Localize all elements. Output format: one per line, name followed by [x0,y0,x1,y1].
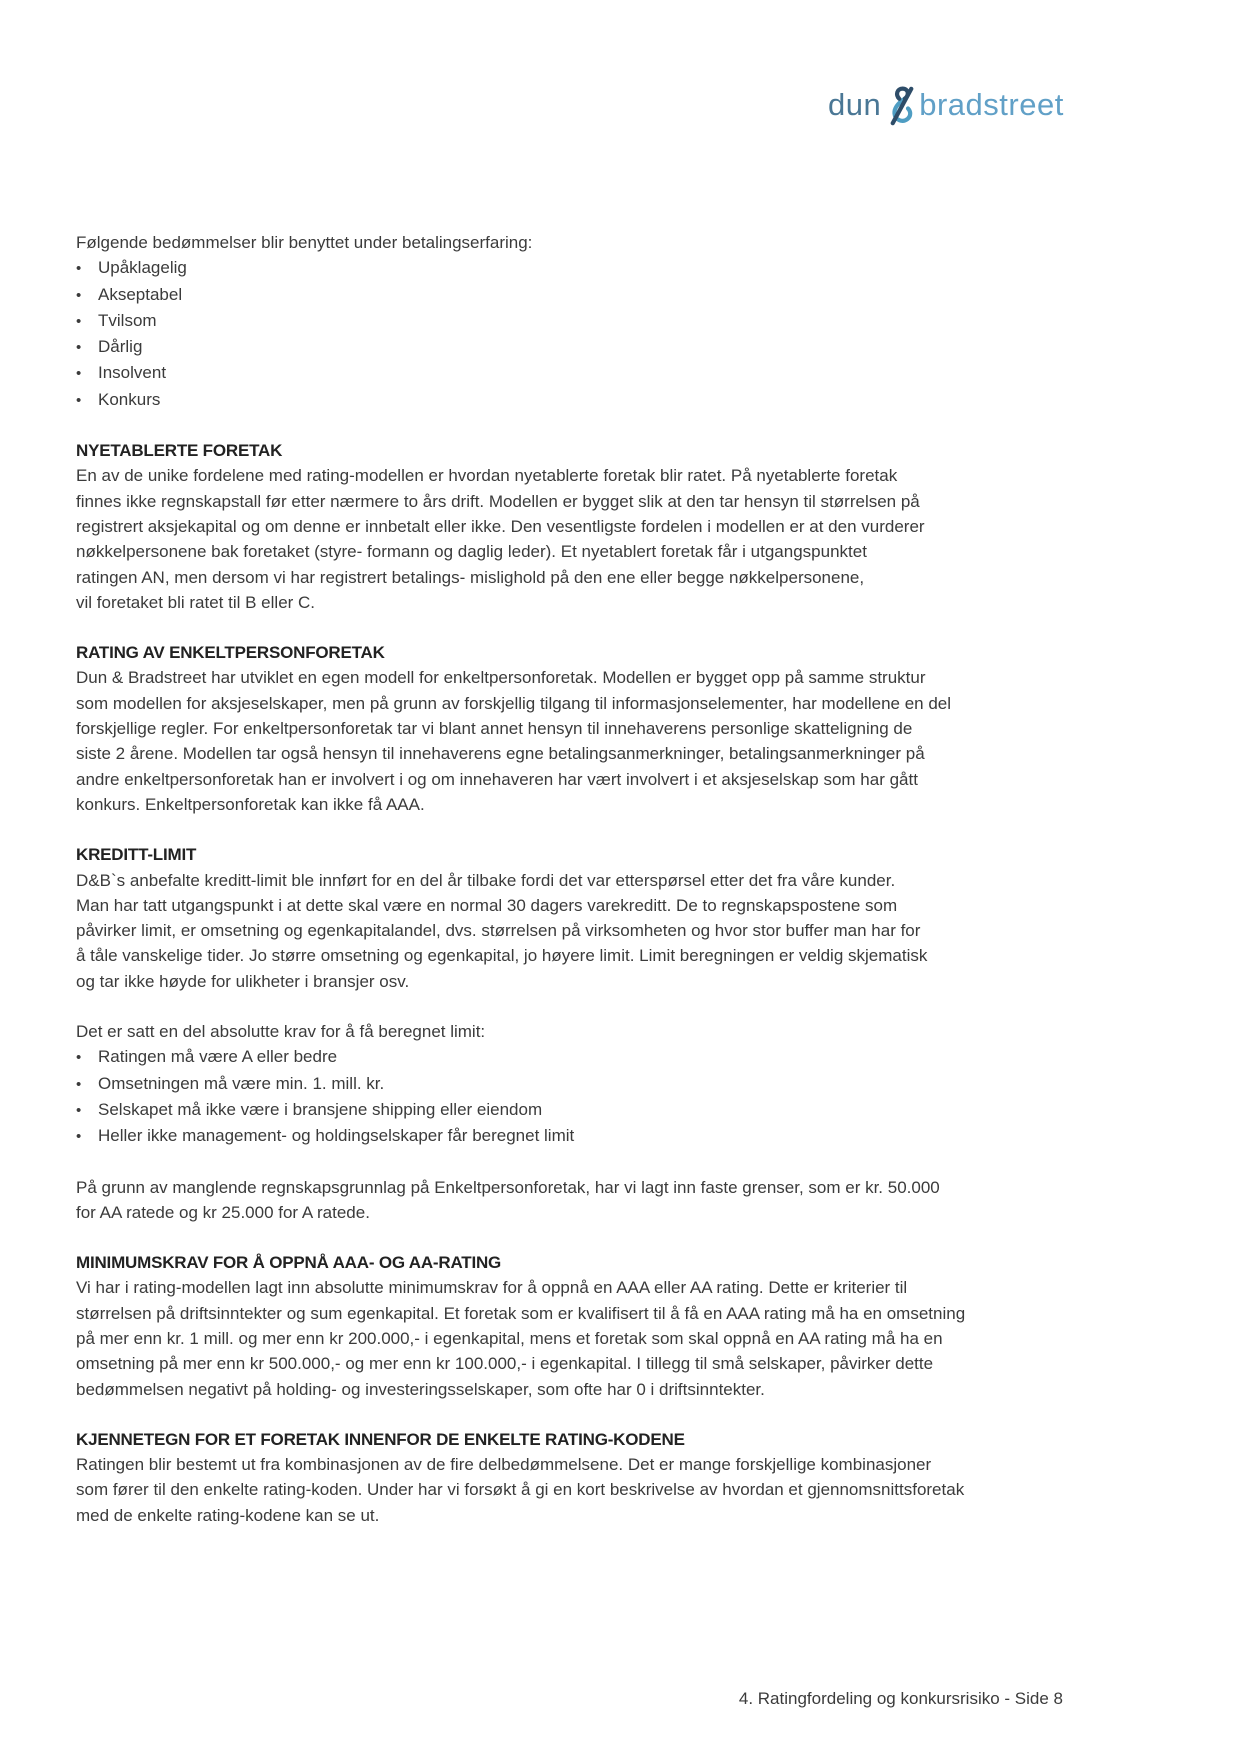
text-line: registrert aksjekapital og om denne er innbetalt eller ikke. Den vesentligste fordelen i modellen er at den vurderer [76,516,925,536]
dnb-ampersand-icon [885,86,916,126]
bullet-list [76,1044,1066,1149]
bullet-icon: • [76,391,82,409]
text-line: påvirker limit, er omsetning og egenkapitalandel, dvs. størrelsen på virksomheten og hvor stor buffer man har for [76,921,921,941]
bullet-icon: • [76,365,82,383]
bullet-item [76,1123,1066,1149]
paragraph [76,1175,1066,1226]
text-line: forskjellige regler. For enkeltpersonforetak tar vi blant annet hensyn til innehaverens personlige skatteligning de [76,719,913,739]
section-heading: NYETABLERTE FORETAK [76,441,283,461]
content [76,230,1066,1528]
bullet-icon: • [76,1128,82,1146]
text-line: finnes ikke regnskapstall før etter nærmere to års drift. Modellen er bygget slik at den tar hensyn til størrelsen på [76,491,920,511]
bullet-item [76,334,1066,360]
bullet-icon: • [76,260,82,278]
text-line: ratingen AN, men dersom vi har registrert betalings- mislighold på den ene eller begge nøkkelpersonene, [76,567,865,587]
paragraph [76,868,1066,994]
section-heading: KREDITT-LIMIT [76,845,197,865]
text-line: for AA ratede og kr 25.000 for A ratede. [76,1202,370,1222]
text-line: Man har tatt utgangspunkt i at dette skal være en normal 30 dagers varekreditt. De to regnskapspostene som [76,895,898,915]
text-line: størrelsen på driftsinntekter og sum egenkapital. Et foretak som er kvalifisert til å få en AAA rating må ha en omsetning [76,1303,966,1323]
section-heading: MINIMUMSKRAV FOR Å OPPNÅ AAA- OG AA-RATING [76,1253,502,1273]
paragraph [76,230,1066,255]
logo-word-bradstreet: bradstreet [919,87,1064,122]
section-heading: RATING AV ENKELTPERSONFORETAK [76,643,385,663]
text-line: vil foretaket bli ratet til B eller C. [76,592,316,612]
text-line: D&B`s anbefalte kreditt-limit ble innført for en del år tilbake fordi det var etterspørsel etter det fra våre kunder. [76,870,896,890]
text-line: og tar ikke høyde for ulikheter i bransjer osv. [76,971,410,991]
bullet-text: Selskapet må ikke være i bransjene shipping eller eiendom [98,1099,543,1119]
bullet-icon: • [76,312,82,330]
paragraph [76,1452,1066,1528]
text-line: nøkkelpersonene bak foretaket (styre- formann og daglig leder). Et nyetablert foretak får i utgangspunktet [76,542,867,562]
bullet-item [76,387,1066,413]
text-line: Følgende bedømmelser blir benyttet under betalingserfaring: [76,233,533,252]
text-line: bedømmelsen negativt på holding- og investeringsselskaper, som ofte har 0 i driftsinntekter. [76,1379,765,1399]
bullet-text: Akseptabel [98,284,183,304]
bullet-item [76,255,1066,281]
bullet-item [76,282,1066,308]
bullet-icon: • [76,1075,82,1093]
bullet-icon: • [76,286,82,304]
text-line: På grunn av manglende regnskapsgrunnlag på Enkeltpersonforetak, har vi lagt inn faste grenser, som er kr. 50.000 [76,1177,940,1197]
bullet-item [76,1097,1066,1123]
dun-bradstreet-logo [828,86,1064,120]
text-line: siste 2 årene. Modellen tar også hensyn til innehaverens egne betalingsanmerkninger, betalingsanmerkninger på [76,744,925,764]
text-line: Dun & Bradstreet har utviklet en egen modell for enkeltpersonforetak. Modellen er bygget opp på samme struktur [76,668,926,688]
paragraph [76,463,1066,615]
section-heading: KJENNETEGN FOR ET FORETAK INNENFOR DE ENKELTE RATING-KODENE [76,1429,685,1449]
bullet-text: Dårlig [98,337,143,357]
text-line: omsetning på mer enn kr 500.000,- og mer enn kr 100.000,- i egenkapital. I tillegg til små selskaper, påvirker dette [76,1354,934,1374]
paragraph [76,665,1066,817]
logo-word-dun: dun [828,87,882,122]
bullet-icon: • [76,1049,82,1067]
bullet-text: Konkurs [98,389,161,409]
bullet-text: Insolvent [98,363,167,383]
bullet-list [76,255,1066,413]
text-line: med de enkelte rating-kodene kan se ut. [76,1505,380,1525]
text-line: En av de unike fordelene med rating-modellen er hvordan nyetablerte foretak blir ratet. På nyetablerte foretak [76,466,898,486]
bullet-text: Omsetningen må være min. 1. mill. kr. [98,1073,385,1093]
text-line: Vi har i rating-modellen lagt inn absolutte minimumskrav for å oppnå en AAA eller AA rating. Dette er kriterier til [76,1278,908,1298]
text-line: på mer enn kr. 1 mill. og mer enn kr 200.000,- i egenkapital, mens et foretak som skal oppnå en AA rating må ha en [76,1328,943,1348]
text-line: som fører til den enkelte rating-koden. Under har vi forsøkt å gi en kort beskrivelse av hvordan et gjennomsnittsforetak [76,1480,965,1500]
bullet-icon: • [76,1101,82,1119]
bullet-item [76,1044,1066,1070]
bullet-text: Upåklagelig [98,258,187,278]
bullet-item [76,360,1066,386]
bullet-text: Tvilsom [98,310,157,330]
paragraph [76,1019,1066,1044]
text-line: Det er satt en del absolutte krav for å få beregnet limit: [76,1022,486,1042]
text-line: å tåle vanskelige tider. Jo større omsetning og egenkapital, jo høyere limit. Limit beregningen er veldig skjematisk [76,946,928,966]
bullet-item [76,1071,1066,1097]
bullet-text: Heller ikke management- og holdingselskaper får beregnet limit [98,1126,575,1146]
bullet-item [76,308,1066,334]
bullet-icon: • [76,339,82,357]
text-line: Ratingen blir bestemt ut fra kombinasjonen av de fire delbedømmelsene. Det er mange forskjellige kombinasjoner [76,1455,932,1475]
text-line: som modellen for aksjeselskaper, men på grunn av forskjellig tilgang til informasjonselementer, har modellene en del [76,693,952,713]
text-line: andre enkeltpersonforetak han er involvert i og om innehaveren har vært involvert i et aksjeselskap som har gått [76,769,918,789]
bullet-text: Ratingen må være A eller bedre [98,1047,338,1067]
page-footer: 4. Ratingfordeling og konkursrisiko - Side 8 [738,1689,1063,1708]
paragraph [76,1275,1066,1401]
text-line: konkurs. Enkeltpersonforetak kan ikke få AAA. [76,794,425,814]
